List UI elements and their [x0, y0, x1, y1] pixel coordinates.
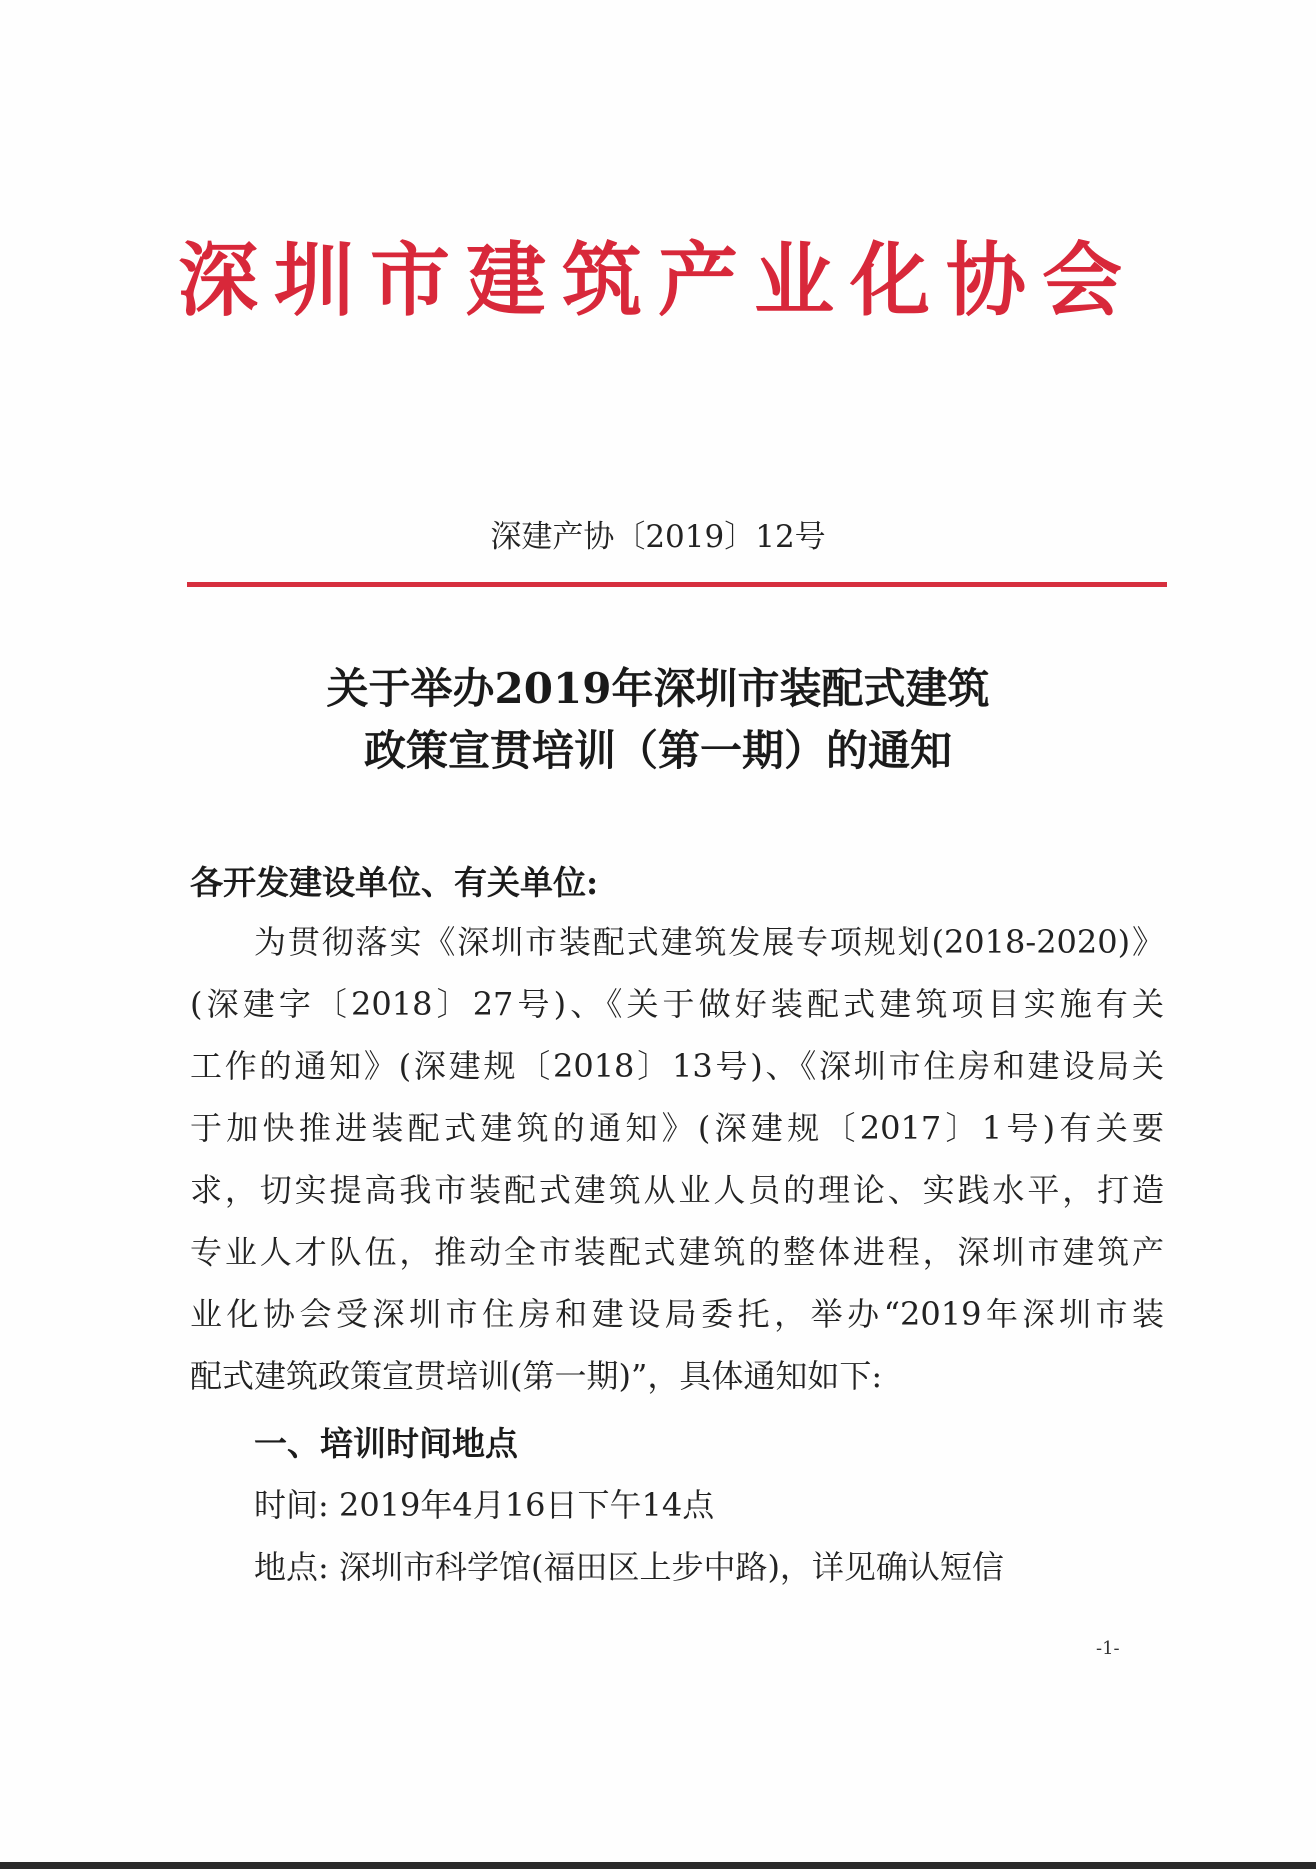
- body-line-5: 求，切实提高我市装配式建筑从业人员的理论、实践水平，打造: [190, 1171, 1164, 1209]
- body-line-4: 于加快推进装配式建筑的通知》(深建规〔2017〕1号)有关要: [190, 1109, 1164, 1147]
- body-line-1: 为贯彻落实《深圳市装配式建筑发展专项规划(2018-2020)》: [254, 923, 1164, 961]
- organization-letterhead: 深圳市建筑产业化协会: [178, 233, 1138, 327]
- training-place: 地点: 深圳市科学馆(福田区上步中路)，详见确认短信: [254, 1548, 1004, 1586]
- page-number: -1-: [1096, 1638, 1120, 1659]
- addressee: 各开发建设单位、有关单位:: [190, 863, 599, 902]
- body-line-8: 配式建筑政策宣贯培训(第一期)”，具体通知如下:: [190, 1357, 883, 1395]
- letterhead-red-rule: [187, 582, 1167, 587]
- document-number: 深建产协〔2019〕12号: [490, 519, 826, 555]
- notice-title-line-2: 政策宣贯培训（第一期）的通知: [363, 726, 952, 775]
- body-line-2: (深建字〔2018〕27号)、《关于做好装配式建筑项目实施有关: [190, 985, 1164, 1023]
- body-line-3: 工作的通知》(深建规〔2018〕13号)、《深圳市住房和建设局关: [190, 1047, 1164, 1085]
- notice-title-line-1: 关于举办2019年深圳市装配式建筑: [326, 664, 990, 713]
- body-line-6: 专业人才队伍，推动全市装配式建筑的整体进程，深圳市建筑产: [190, 1233, 1164, 1271]
- section-heading-training-time-place: 一、培训时间地点: [254, 1424, 518, 1463]
- training-time: 时间: 2019年4月16日下午14点: [254, 1486, 715, 1524]
- body-line-7: 业化协会受深圳市住房和建设局委托，举办“2019年深圳市装: [190, 1295, 1164, 1333]
- scan-bottom-edge: [0, 1862, 1316, 1869]
